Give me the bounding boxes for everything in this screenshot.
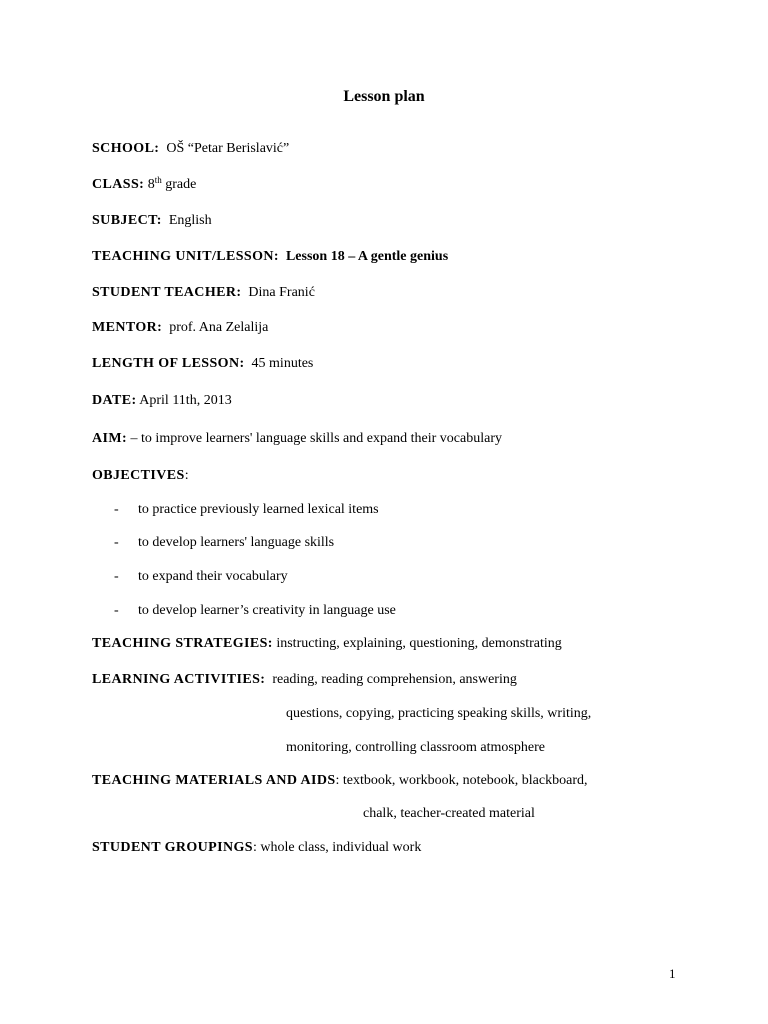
bullet-dash: - [114,569,119,584]
teaching-materials-continuation: chalk, teacher-created material [363,806,535,821]
student-groupings-line [92,839,421,857]
student-teacher-value: Dina Franić [248,285,315,300]
teaching-unit-value: Lesson 18 – A gentle genius [285,249,449,264]
student-groupings-value: : whole class, individual work [252,840,422,855]
objective-text: to expand their vocabulary [138,569,288,584]
date-value: April 11th, 2013 [139,393,232,408]
length-value: 45 minutes [251,356,314,371]
length-label: LENGTH OF LESSON: [92,356,245,371]
aim-line [92,430,502,448]
bullet-dash: - [114,502,119,517]
document-title: Lesson plan [343,88,425,105]
class-line [92,176,196,194]
teaching-strategies-line [92,635,562,653]
teaching-materials-label: TEACHING MATERIALS AND AIDS [92,773,336,788]
class-value-ordinal: th [154,175,162,185]
subject-label: SUBJECT: [92,213,162,228]
date-label: DATE: [92,393,137,408]
objective-item [114,568,288,586]
student-teacher-line [92,284,315,302]
aim-label: AIM: [92,431,128,446]
teaching-materials-value: : textbook, workbook, notebook, blackboard, [335,773,588,788]
mentor-label: MENTOR: [92,320,163,335]
class-label: CLASS: [92,177,145,192]
class-value-rest: grade [161,177,197,192]
objective-text: to practice previously learned lexical items [138,502,379,517]
mentor-line [92,319,268,337]
school-value: OŠ “Petar Berislavić” [166,141,290,156]
teaching-unit-line [92,248,448,266]
teaching-strategies-label: TEACHING STRATEGIES: [92,636,273,651]
learning-activities-continuation: questions, copying, practicing speaking skills, writing, [286,706,592,721]
bullet-dash: - [114,535,119,550]
length-line [92,355,313,373]
school-line [92,140,289,158]
class-value-number: 8 [147,177,155,192]
school-label: SCHOOL: [92,141,160,156]
student-teacher-label: STUDENT TEACHER: [92,285,242,300]
aim-value: – to improve learners' language skills and expand their vocabulary [130,431,503,446]
learning-activities-continuation: monitoring, controlling classroom atmosphere [286,740,545,755]
subject-value: English [168,213,212,228]
teaching-unit-label: TEACHING UNIT/LESSON: [92,249,279,264]
objective-text: to develop learners' language skills [138,535,335,550]
teaching-strategies-value: instructing, explaining, questioning, demonstrating [276,636,562,651]
objectives-label: OBJECTIVES [92,468,185,483]
subject-line [92,212,212,230]
objective-item [114,602,396,620]
learning-activities-line [92,671,517,689]
objectives-colon: : [184,468,189,483]
learning-activities-value: reading, reading comprehension, answering [272,672,517,687]
learning-activities-label: LEARNING ACTIVITIES: [92,672,266,687]
student-groupings-label: STUDENT GROUPINGS [92,840,253,855]
mentor-value: prof. Ana Zelalija [169,320,269,335]
page-number: 1 [669,966,676,981]
objectives-heading [92,467,189,485]
objective-text: to develop learner’s creativity in language use [138,603,396,618]
bullet-dash: - [114,603,119,618]
date-line [92,392,232,410]
teaching-materials-line [92,772,587,790]
objective-item [114,534,334,552]
objective-item [114,501,379,519]
